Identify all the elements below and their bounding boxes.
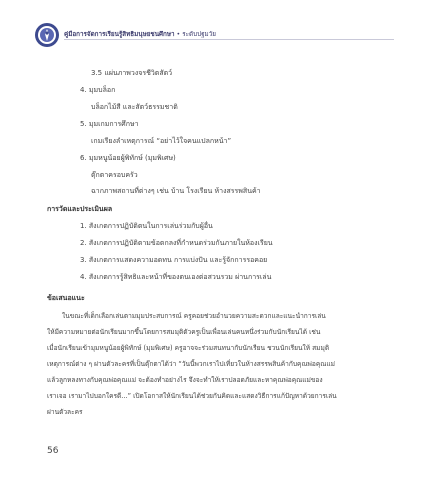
- list-item: 4. มุมบล็อก: [80, 86, 116, 94]
- page-header: [34, 22, 404, 50]
- list-item: 3. สังเกตการแสดงความอดทน การแบ่งปัน และรู้จักการรอคอย: [80, 256, 268, 264]
- suggestion-heading: ข้อเสนอแนะ: [47, 294, 85, 302]
- list-item: 5. มุมเกมการศึกษา: [80, 120, 139, 128]
- paragraph-line: เหตุการณ์ต่าง ๆ ผ่านตัวละครที่เป็นตุ๊กตาได้ว่า “วันนี้พวกเราไปเที่ยวในห้างสรรพสินค้ากับคุณพ่อคุณแม่: [47, 360, 335, 368]
- list-item: ตุ๊กตาครอบครัว: [91, 171, 138, 179]
- paragraph-line: แล้วลูกหลงทางกับคุณพ่อคุณแม่ จะต้องทำอย่างไร จึงจะทำให้เราปลอดภัยและหาคุณพ่อคุณแม่ของ: [47, 376, 323, 384]
- list-item: 3.5 แผ่นภาพวงจรชีวิตสัตว์: [91, 69, 173, 77]
- list-item: เกมเรียงลำเหตุการณ์ “อย่าไว้ใจคนแปลกหน้า”: [91, 137, 232, 145]
- paragraph-line: ให้มีความหมายต่อนักเรียนมากขึ้นโดยการสมมุติตัวครูเป็นเพื่อนเล่นคนหนึ่งร่วมกับนักเรียนได้ เช่น: [47, 328, 321, 336]
- header-divider: [64, 39, 394, 40]
- list-item: 6. มุมหนูน้อยผู้พิทักษ์ (มุมพิเศษ): [80, 154, 176, 162]
- page-number: 56: [47, 446, 59, 456]
- paragraph-line: ในขณะที่เด็กเลือกเล่นตามมุมประสบการณ์ ครูคอยช่วยอำนวยความสะดวกและแนะนำการเล่น: [62, 312, 326, 320]
- list-item: 1. สังเกตการปฏิบัติตนในการเล่นร่วมกับผู้อื่น: [80, 222, 213, 230]
- ministry-logo-icon: [34, 22, 60, 48]
- list-item: ฉากภาพสถานที่ต่างๆ เช่น บ้าน โรงเรียน ห้างสรรพสินค้า: [91, 187, 261, 195]
- paragraph-line: เราเจอ เรามาไปบอกใครดี...” เปิดโอกาสให้นักเรียนได้ช่วยกันคิดและแสดงวิธีการแก้ปัญหาด้วยการเล่น: [47, 392, 337, 400]
- header-title: คู่มือการจัดการเรียนรู้สิทธิมนุษยชนศึกษา • ระดับปฐมวัย: [64, 31, 216, 38]
- list-item: บล็อกไม้สี และสัตว์ธรรมชาติ: [91, 103, 178, 111]
- list-item: 2. สังเกตการปฏิบัติตามข้อตกลงที่กำหนดร่วมกันภายในห้องเรียน: [80, 239, 273, 247]
- paragraph-line: เมื่อนักเรียนเข้ามุมหนูน้อยผู้พิทักษ์ (มุมพิเศษ) ครูอาจจะร่วมสนทนากับนักเรียน ชวนนักเรียนให้ สมมุติ: [47, 344, 330, 352]
- evaluation-heading: การวัดและประเมินผล: [47, 205, 113, 213]
- paragraph-line: ผ่านตัวละคร: [47, 408, 83, 416]
- list-item: 4. สังเกตการรู้สิทธิและหน้าที่ของตนเองต่อสวนรวม ผ่านการเล่น: [80, 273, 272, 281]
